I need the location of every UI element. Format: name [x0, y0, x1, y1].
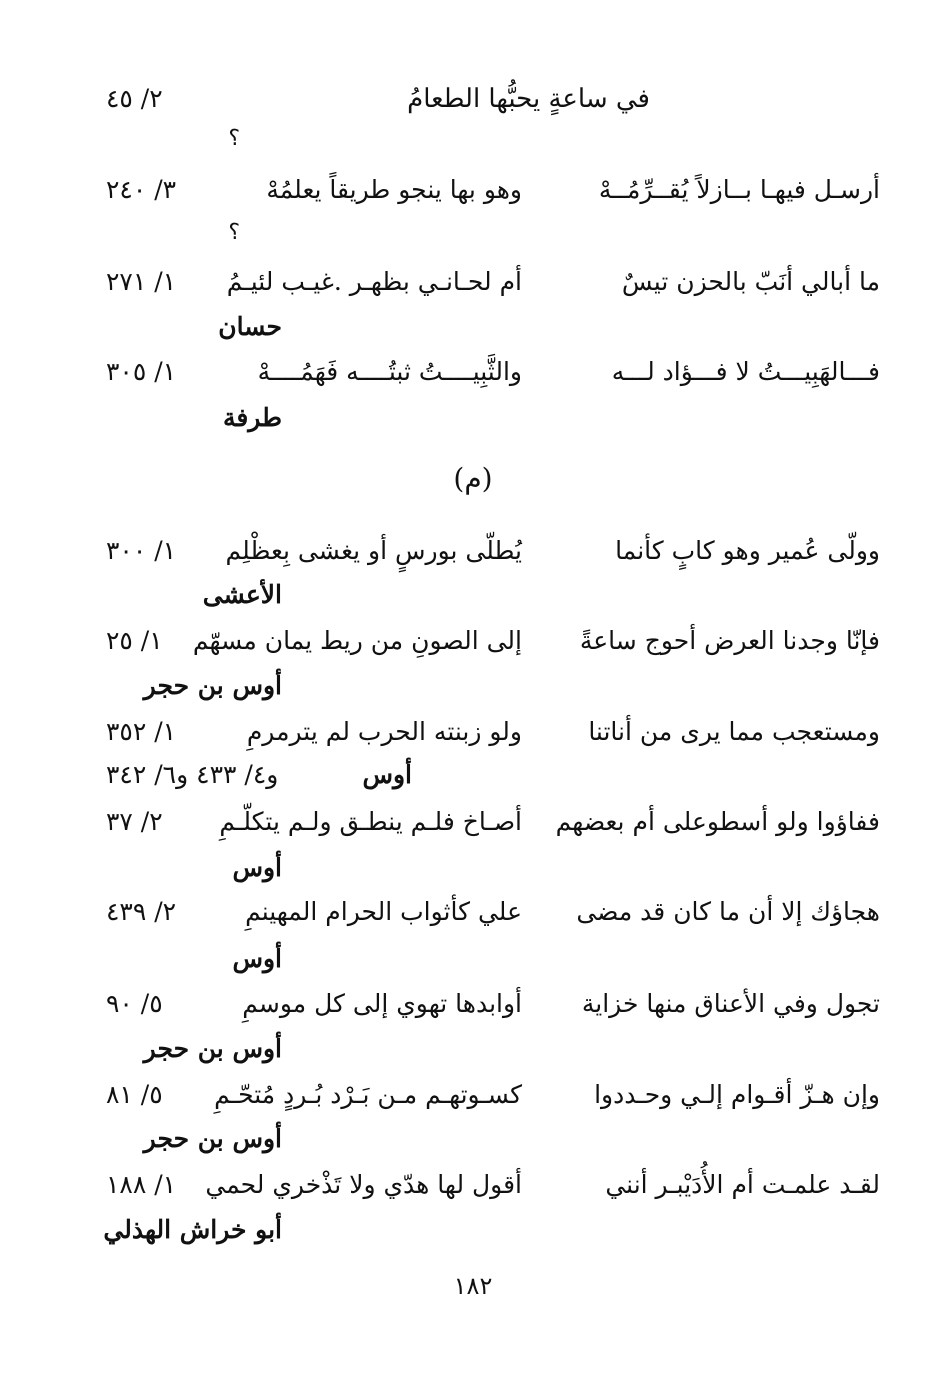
verse-first-hemistich: فإنّا وجدنا العرض أحوج ساعةً [579, 626, 880, 655]
verse-first-hemistich: وإن هـزّ أقـوام إلـي وحـددوا [594, 1080, 880, 1109]
verse-second-hemistich: وهو بها ينجو طريقاً يعلمُهْ [266, 175, 522, 204]
poet-name: طرفة [222, 403, 282, 432]
verse-first-hemistich: ما أبالي أنَبّ بالحزن تيسٌ [621, 267, 880, 296]
poet-name: أوس بن حجر [143, 1034, 282, 1063]
verse-second-hemistich: أقول لها هدّي ولا تَذْخري لحمي [205, 1170, 522, 1199]
verse-first-hemistich: ومستعجب مما يرى من أناتنا [588, 717, 880, 746]
poet-name: أوس [362, 760, 412, 789]
poet-name: أوس [232, 944, 282, 973]
verse-second-hemistich: ولو زبنته الحرب لم يترمرمِ [246, 717, 522, 746]
poet-name: أوس بن حجر [143, 671, 282, 700]
verse-reference: ٢/ ٣٧ [106, 807, 163, 836]
verse-second-hemistich: أوابدها تهوي إلى كل موسمِ [242, 989, 522, 1018]
verse-reference: ١/ ٢٥ [106, 626, 163, 655]
question-mark: ؟ [228, 220, 240, 245]
verse-reference: ١/ ٣٥٢ [106, 717, 177, 746]
page-number: ١٨٢ [453, 1272, 493, 1300]
poet-name: أوس بن حجر [143, 1124, 282, 1153]
poet-name: حسان [218, 312, 282, 341]
poet-name: أوس [232, 853, 282, 882]
verse-second-hemistich: أصـاخ فلـم ينطـق ولـم يتكلّـمِ [219, 807, 522, 836]
verse-second-hemistich: إلى الصونِ من ريط يمان مسهّم [192, 626, 522, 655]
verse-second-hemistich: علي كأثواب الحرام المهينمِ [245, 897, 522, 926]
poet-name: الأعشى [202, 580, 282, 609]
verse-second-hemistich: والثَّبِيــــتُ ثبتُــــه فَهَمُــــهْ [257, 357, 522, 386]
question-mark: ؟ [228, 126, 240, 151]
verse-reference: ٣/ ٢٤٠ [106, 175, 177, 204]
cross-reference: و٤/ ٤٣٣ و٦/ ٣٤٢ [106, 760, 279, 789]
verse-reference: ١/ ٣٠٥ [106, 357, 177, 386]
verse-reference: ٥/ ٨١ [106, 1080, 163, 1109]
verse-first-hemistich: وولّى عُمير وهو كابٍ كأنما [615, 536, 880, 565]
verse-first-hemistich: فـــالهَبِيـــتُ لا فـــؤاد لـــه [611, 357, 880, 386]
header-ref: ٢/ ٤٥ [106, 84, 163, 113]
verse-reference: ١/ ١٨٨ [106, 1170, 177, 1199]
verse-reference: ٢/ ٤٣٩ [106, 897, 177, 926]
section-letter: (م) [453, 462, 493, 495]
verse-reference: ١/ ٣٠٠ [106, 536, 177, 565]
verse-first-hemistich: هجاؤك إلا أن ما كان قد مضى [576, 897, 880, 926]
verse-second-hemistich: كسـوتهـم مـن بَـرْد بُـردٍ مُتحّـمِ [214, 1080, 522, 1109]
header-title: في ساعةٍ يحبُّها الطعامُ [407, 84, 650, 114]
poet-name: أبو خراش الهذلي [103, 1215, 282, 1244]
verse-reference: ١/ ٢٧١ [106, 267, 177, 296]
verse-first-hemistich: ففاؤوا ولو أسطوعلى أم بعضهم [555, 807, 880, 836]
verse-first-hemistich: تجول وفي الأعناق منها خزاية [581, 989, 880, 1018]
verse-first-hemistich: لقـد علمـت أم الأُدَيْبـر أنني [605, 1170, 880, 1199]
verse-first-hemistich: أرسـل فيهـا بــازلاً يُقــرِّمُــهْ [598, 175, 880, 204]
verse-second-hemistich: أم لحـانـي بظهـر .غيـب لئيـمُ [226, 267, 522, 296]
verse-second-hemistich: يُطلّى بورسٍ أو يغشى بِعظْلِم [225, 536, 522, 565]
verse-reference: ٥/ ٩٠ [106, 989, 163, 1018]
